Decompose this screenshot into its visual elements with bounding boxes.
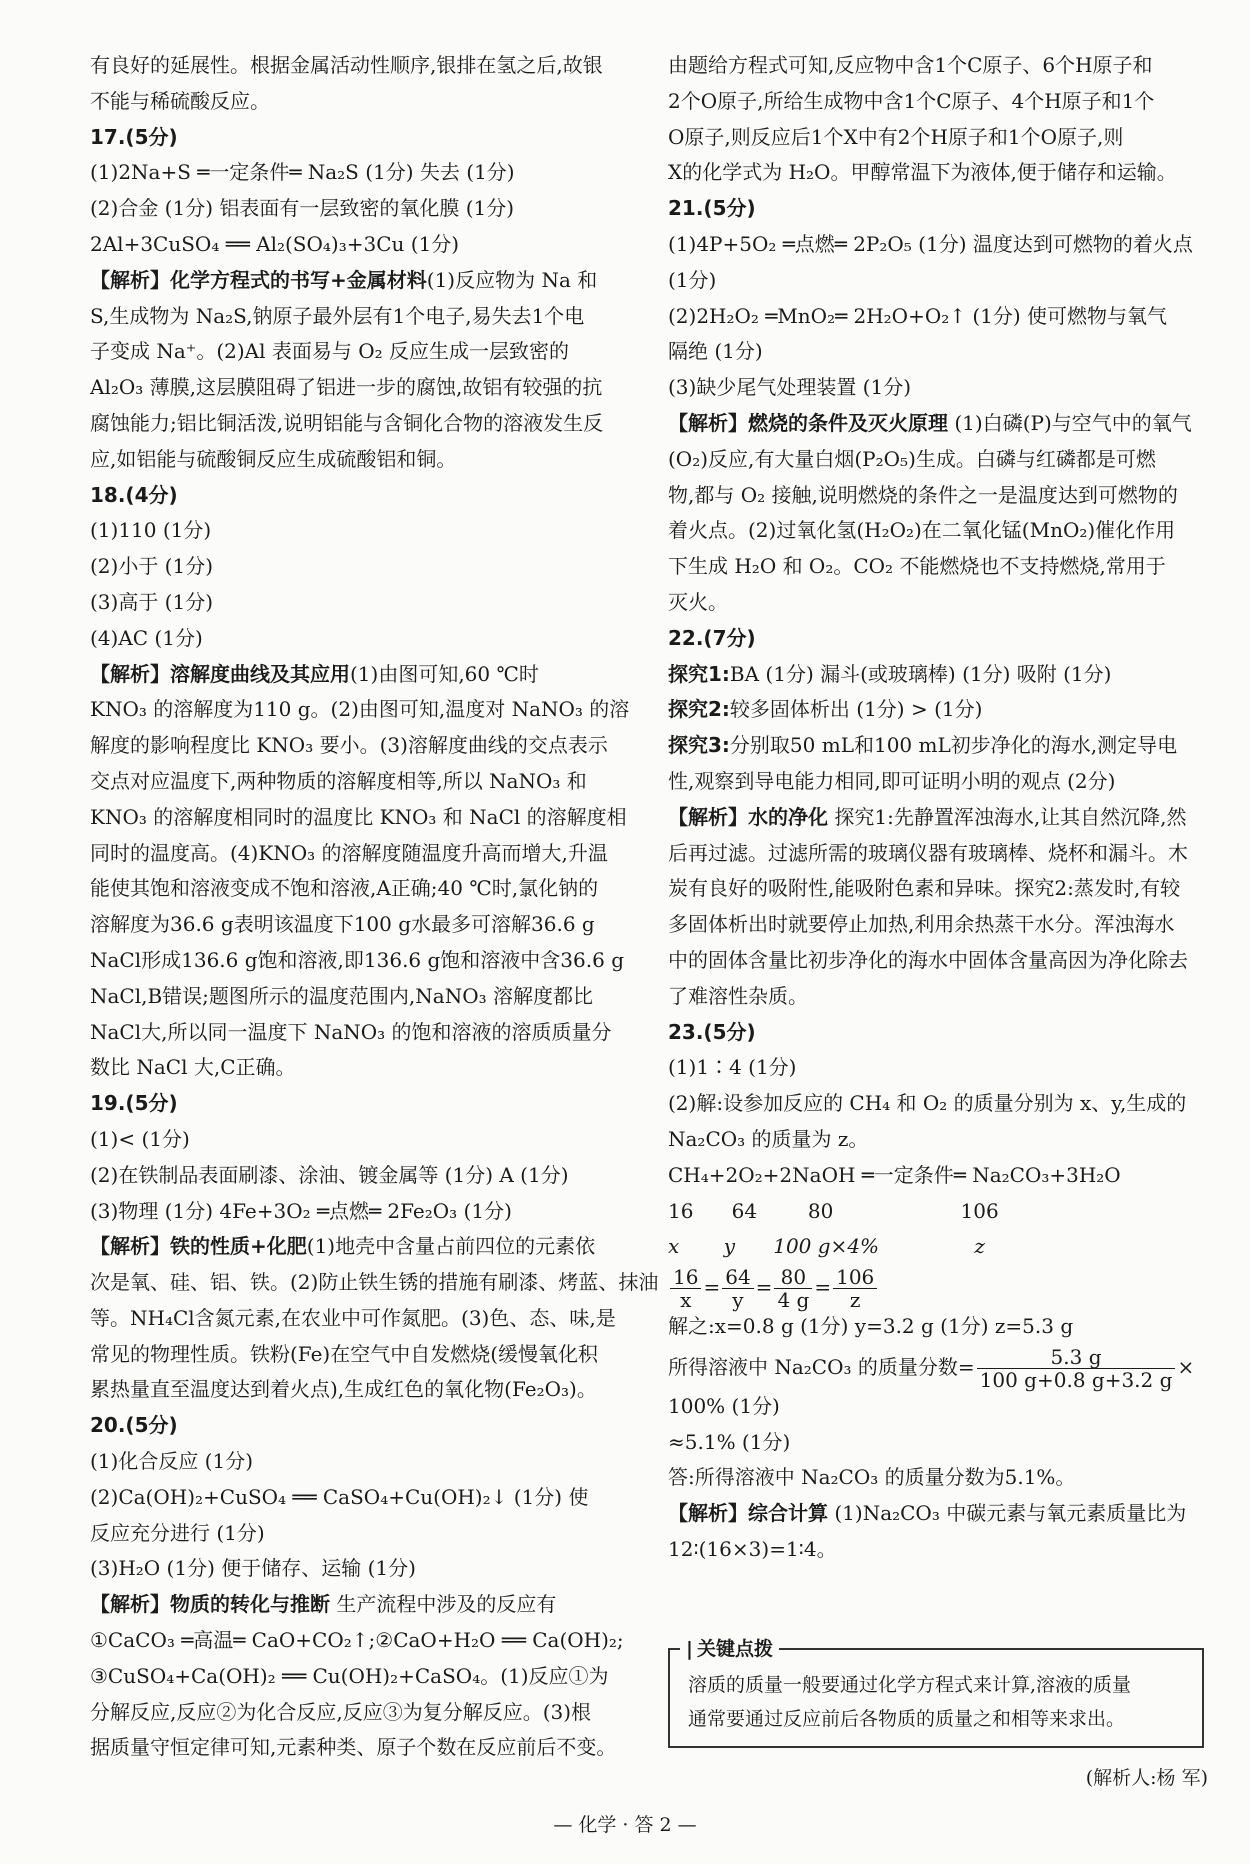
text-line: 2个O原子,所给生成物中含1个C原子、4个H原子和1个	[668, 88, 1155, 113]
text-line: 由题给方程式可知,反应物中含1个C原子、6个H原子和	[668, 53, 1153, 77]
answer-line: (2)小于 (1分)	[90, 554, 214, 579]
analysis-tag: 【解析】化学方程式的书写+金属材料	[90, 267, 427, 292]
text-line: ③CuSO₄+Ca(OH)₂ ══ Cu(OH)₂+CaSO₄。(1)反应①为	[90, 1663, 609, 1688]
text-line: 应,如铝能与硫酸铜反应生成硫酸铝和铜。	[90, 446, 457, 471]
explore-label: 探究2:	[668, 697, 730, 722]
question-23-heading: 23.(5分)	[668, 1019, 756, 1044]
answer-line: Na₂CO₃ 的质量为 z。	[668, 1126, 869, 1151]
equation-vars: x y 100 g×4% z	[668, 1234, 985, 1259]
explore-label: 探究3:	[668, 733, 730, 758]
answer-line: 性,观察到导电能力相同,即可证明小明的观点 (2分)	[668, 768, 1116, 793]
answer-line: 分别取50 mL和100 mL初步净化的海水,测定导电	[729, 733, 1178, 758]
answer-line: (3)缺少尾气处理装置 (1分)	[668, 375, 912, 400]
text-line: (1)白磷(P)与空气中的氧气	[954, 410, 1192, 435]
equation-masses: 16 64 80 106	[668, 1198, 999, 1223]
answer-line: (1)110 (1分)	[90, 518, 212, 543]
answer-line: (1)化合反应 (1分)	[90, 1449, 254, 1474]
text-line: 炭有良好的吸附性,能吸附色素和异味。探究2:蒸发时,有较	[668, 876, 1181, 901]
key-point-box	[668, 1638, 1204, 1748]
analysis-tag: 【解析】溶解度曲线及其应用	[90, 661, 350, 686]
text-line: 生产流程中涉及的反应有	[336, 1592, 557, 1617]
text-line: 有良好的延展性。根据金属活动性顺序,银排在氢之后,故银	[90, 53, 603, 77]
answer-line: 较多固体析出 (1分) > (1分)	[729, 697, 983, 722]
text-line: 了难溶性杂质。	[668, 983, 808, 1008]
credit: (解析人:杨 军)	[1085, 1767, 1208, 1789]
answer-line: 2Al+3CuSO₄ ══ Al₂(SO₄)₃+3Cu (1分)	[90, 231, 460, 256]
right-column	[668, 48, 1210, 1568]
text-line: (1)Na₂CO₃ 中碳元素与氧元素质量比为	[834, 1501, 1187, 1526]
answer-line: (1)< (1分)	[90, 1126, 190, 1151]
text-line: Al₂O₃ 薄膜,这层膜阻碍了铝进一步的腐蚀,故铝有较强的抗	[90, 375, 603, 400]
text-line: X的化学式为 H₂O。甲醇常温下为液体,便于储存和运输。	[668, 160, 1177, 185]
question-17-heading: 17.(5分)	[90, 124, 178, 149]
text-line: 物,都与 O₂ 接触,说明燃烧的条件之一是温度达到可燃物的	[668, 482, 1178, 507]
text-line: KNO₃ 的溶解度为110 g。(2)由图可知,温度对 NaNO₃ 的溶	[90, 697, 630, 722]
answer-line: 100% (1分)	[668, 1393, 780, 1418]
text-line: 探究1:先静置浑浊海水,让其自然沉降,然	[834, 804, 1187, 829]
text-line: KNO₃ 的溶解度相同时的温度比 KNO₃ 和 NaCl 的溶解度相	[90, 804, 627, 829]
text-line: 次是氧、硅、铝、铁。(2)防止铁生锈的措施有刷漆、烤蓝、抹油	[90, 1270, 659, 1295]
equation-line: CH₄+2O₂+2NaOH ═一定条件═ Na₂CO₃+3H₂O	[668, 1162, 1121, 1187]
text-line: 下生成 H₂O 和 O₂。CO₂ 不能燃烧也不支持燃烧,常用于	[668, 554, 1166, 579]
text-line: 灭火。	[668, 589, 728, 614]
text-line: S,生成物为 Na₂S,钠原子最外层有1个电子,易失去1个电	[90, 303, 585, 328]
answer-line: (1)2Na+S ═一定条件═ Na₂S (1分) 失去 (1分)	[90, 160, 515, 185]
answer-line: (3)物理 (1分) 4Fe+3O₂ ═点燃═ 2Fe₂O₃ (1分)	[90, 1198, 512, 1223]
text-line: 分解反应,反应②为化合反应,反应③为复分解反应。(3)根	[90, 1699, 592, 1724]
text-line: 腐蚀能力;铝比铜活泼,说明铝能与含铜化合物的溶液发生反	[90, 410, 604, 435]
text-line: 能使其饱和溶液变成不饱和溶液,A正确;40 ℃时,氯化钠的	[90, 876, 599, 901]
text-line: 等。NH₄Cl含氮元素,在农业中可作氮肥。(3)色、态、味,是	[90, 1305, 616, 1330]
left-column	[90, 48, 659, 1766]
page-footer: — 化学 · 答 2 —	[553, 1814, 697, 1836]
analysis-tag: 【解析】燃烧的条件及灭火原理	[668, 410, 948, 435]
text-line: 12∶(16×3)=1∶4。	[668, 1537, 837, 1562]
text-line: 后再过滤。过滤所需的玻璃仪器有玻璃棒、烧杯和漏斗。木	[668, 840, 1188, 865]
answer-line: (1)1∶4 (1分)	[668, 1055, 797, 1080]
answer-line: ≈5.1% (1分)	[668, 1429, 791, 1454]
analysis-tag: 【解析】物质的转化与推断	[90, 1592, 330, 1617]
analysis-tag: 【解析】铁的性质+化肥	[90, 1234, 307, 1259]
text-line: 溶解度为36.6 g表明该温度下100 g水最多可溶解36.6 g	[90, 912, 595, 937]
mass-fraction-line: 所得溶液中 Na₂CO₃ 的质量分数= $\frac{5.3 g}{100 g+0.8 g+3.2 g}$ ×	[668, 1344, 1195, 1392]
text-line: 中的固体含量比初步净化的海水中固体含量高因为净化除去	[668, 947, 1188, 972]
question-20-heading: 20.(5分)	[90, 1413, 178, 1438]
text-line: 数比 NaCl 大,C正确。	[90, 1055, 296, 1080]
text-line: 溶质的质量一般要通过化学方程式来计算,溶液的质量	[688, 1674, 1132, 1696]
answer-line: (1)4P+5O₂ ═点燃═ 2P₂O₅ (1分) 温度达到可燃物的着火点	[668, 231, 1193, 256]
answer-line: (2)在铁制品表面刷漆、涂油、镀金属等 (1分) A (1分)	[90, 1162, 569, 1187]
answer-line: (2)Ca(OH)₂+CuSO₄ ══ CaSO₄+Cu(OH)₂↓ (1分) 使	[90, 1484, 589, 1509]
text-line: 通常要通过反应前后各物质的质量之和相等来求出。	[688, 1708, 1126, 1730]
answer-line: 答:所得溶液中 Na₂CO₃ 的质量分数为5.1%。	[668, 1465, 1076, 1490]
question-22-heading: 22.(7分)	[668, 625, 756, 650]
answer-line: (1分)	[668, 267, 717, 292]
answer-line: (2)解:设参加反应的 CH₄ 和 O₂ 的质量分别为 x、y,生成的	[668, 1091, 1187, 1116]
text-line: 累热量直至温度达到着火点),生成红色的氧化物(Fe₂O₃)。	[90, 1377, 597, 1402]
answer-line: (3)H₂O (1分) 便于储存、运输 (1分)	[90, 1556, 416, 1581]
text-line: (1)反应物为 Na 和	[426, 267, 598, 292]
text-line: 着火点。(2)过氧化氢(H₂O₂)在二氧化锰(MnO₂)催化作用	[668, 518, 1176, 543]
answer-line: 解之:x=0.8 g (1分) y=3.2 g (1分) z=5.3 g	[668, 1314, 1074, 1339]
answer-line: 隔绝 (1分)	[668, 339, 763, 364]
text-line: NaCl,B错误;题图所示的温度范围内,NaNO₃ 溶解度都比	[90, 983, 593, 1008]
answer-line: (4)AC (1分)	[90, 625, 203, 650]
text-line: O原子,则反应后1个X中有2个H原子和1个O原子,则	[668, 124, 1124, 149]
analysis-tag: 【解析】水的净化	[668, 804, 828, 829]
text-line: (1)由图可知,60 ℃时	[350, 661, 539, 686]
text-line: 解度的影响程度比 KNO₃ 要小。(3)溶解度曲线的交点表示	[90, 733, 608, 758]
text-line: 交点对应温度下,两种物质的溶解度相等,所以 NaNO₃ 和	[90, 768, 587, 793]
key-point-title: | 关键点拨	[680, 1634, 779, 1661]
answer-line: BA (1分) 漏斗(或玻璃棒) (1分) 吸附 (1分)	[729, 661, 1112, 686]
ratio-equation: $\frac{16}{x}$ = $\frac{64}{y}$ = $\frac{80}{4 g}$ = $\frac{106}{z}$	[668, 1265, 1210, 1309]
answer-line: (2)2H₂O₂ ═MnO₂═ 2H₂O+O₂↑ (1分) 使可燃物与氧气	[668, 303, 1168, 328]
text-line: (O₂)反应,有大量白烟(P₂O₅)生成。白磷与红磷都是可燃	[668, 446, 1156, 471]
question-19-heading: 19.(5分)	[90, 1091, 178, 1116]
text-line: 多固体析出时就要停止加热,利用余热蒸干水分。浑浊海水	[668, 912, 1175, 937]
text-line: NaCl大,所以同一温度下 NaNO₃ 的饱和溶液的溶质质量分	[90, 1019, 612, 1044]
text-line: 据质量守恒定律可知,元素种类、原子个数在反应前后不变。	[90, 1735, 617, 1760]
text-line: NaCl形成136.6 g饱和溶液,即136.6 g饱和溶液中含36.6 g	[90, 947, 625, 972]
text-line: 常见的物理性质。铁粉(Fe)在空气中自发燃烧(缓慢氧化积	[90, 1341, 599, 1366]
text-line: 同时的温度高。(4)KNO₃ 的溶解度随温度升高而增大,升温	[90, 840, 608, 865]
explore-label: 探究1:	[668, 661, 730, 686]
text-line: ①CaCO₃ ═高温═ CaO+CO₂↑;②CaO+H₂O ══ Ca(OH)₂;	[90, 1628, 624, 1653]
question-18-heading: 18.(4分)	[90, 482, 178, 507]
question-21-heading: 21.(5分)	[668, 196, 756, 221]
text-line: 不能与稀硫酸反应。	[90, 88, 270, 113]
analysis-tag: 【解析】综合计算	[668, 1501, 828, 1526]
answer-line: 反应充分进行 (1分)	[90, 1520, 265, 1545]
text-line: 子变成 Na⁺。(2)Al 表面易与 O₂ 反应生成一层致密的	[90, 339, 569, 364]
answer-line: (3)高于 (1分)	[90, 589, 214, 614]
text-line: (1)地壳中含量占前四位的元素依	[306, 1234, 596, 1259]
answer-line: (2)合金 (1分) 铝表面有一层致密的氧化膜 (1分)	[90, 196, 515, 221]
